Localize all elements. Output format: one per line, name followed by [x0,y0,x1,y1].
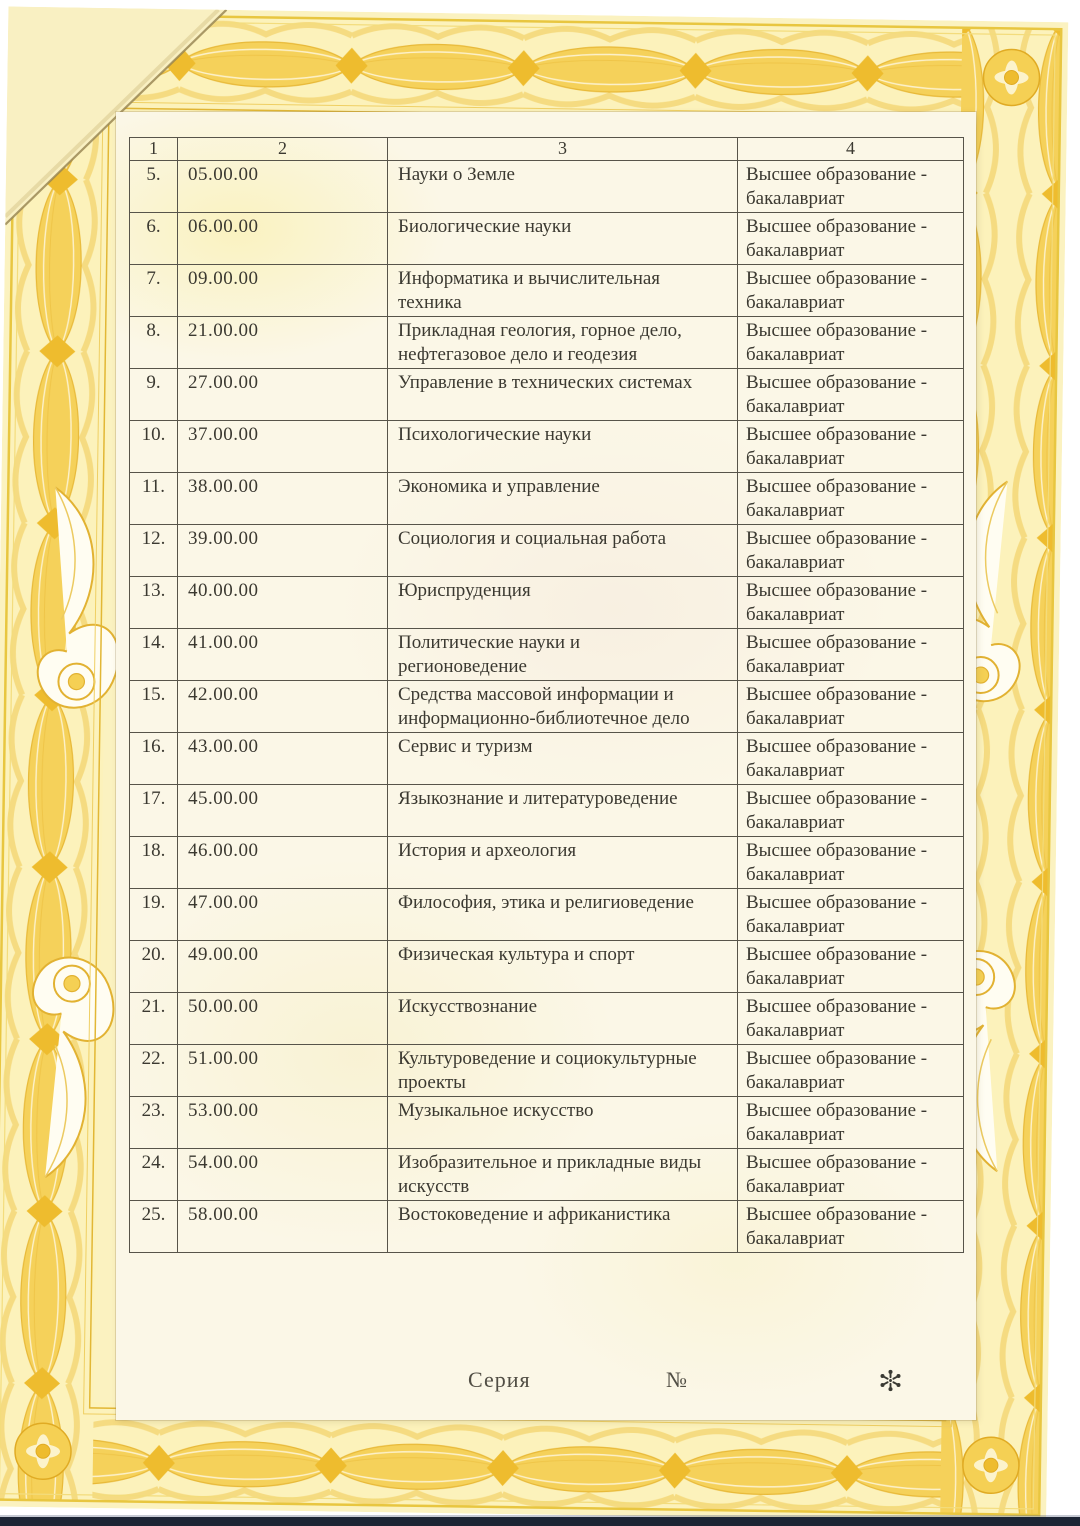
program-level-cell: Высшее образование - бакалавриат [738,837,964,889]
table-row [130,369,964,421]
program-level-cell: Высшее образование - бакалавриат [738,1045,964,1097]
table-body [130,161,964,1253]
program-code-cell: 50.00.00 [178,993,388,1045]
row-number-cell: 25. [130,1201,178,1253]
table-row [130,265,964,317]
program-code-cell: 45.00.00 [178,785,388,837]
program-code-cell: 49.00.00 [178,941,388,993]
program-level-cell: Высшее образование - бакалавриат [738,421,964,473]
program-level-cell: Высшее образование - бакалавриат [738,629,964,681]
program-code-cell: 06.00.00 [178,213,388,265]
program-name-cell: Искусствознание [388,993,738,1045]
program-name-cell: История и археология [388,837,738,889]
program-level-cell: Высшее образование - бакалавриат [738,889,964,941]
program-name-cell: Биологические науки [388,213,738,265]
program-code-cell: 43.00.00 [178,733,388,785]
row-number-cell: 24. [130,1149,178,1201]
row-number-cell: 19. [130,889,178,941]
program-level-cell: Высшее образование - бакалавриат [738,213,964,265]
program-code-cell: 05.00.00 [178,161,388,213]
table-row [130,1201,964,1253]
program-code-cell: 27.00.00 [178,369,388,421]
table-row [130,941,964,993]
table-row [130,1097,964,1149]
program-code-cell: 46.00.00 [178,837,388,889]
program-name-cell: Политические науки и регионоведение [388,629,738,681]
program-code-cell: 47.00.00 [178,889,388,941]
program-code-cell: 51.00.00 [178,1045,388,1097]
table-header-row [130,138,964,161]
col-header-4: 4 [738,138,964,161]
program-level-cell: Высшее образование - бакалавриат [738,473,964,525]
table-row [130,317,964,369]
program-level-cell: Высшее образование - бакалавриат [738,161,964,213]
certificate-content-sheet [116,112,976,1420]
program-name-cell: Науки о Земле [388,161,738,213]
program-level-cell: Высшее образование - бакалавриат [738,369,964,421]
row-number-cell: 17. [130,785,178,837]
program-name-cell: Языкознание и литературоведение [388,785,738,837]
col-header-3: 3 [388,138,738,161]
program-name-cell: Прикладная геология, горное дело, нефтегазовое дело и геодезия [388,317,738,369]
series-label: Серия [468,1367,531,1392]
table-row [130,473,964,525]
program-level-cell: Высшее образование - бакалавриат [738,525,964,577]
program-name-cell: Психологические науки [388,421,738,473]
program-name-cell: Востоковедение и африканистика [388,1201,738,1253]
table-row [130,161,964,213]
row-number-cell: 22. [130,1045,178,1097]
row-number-cell: 21. [130,993,178,1045]
program-level-cell: Высшее образование - бакалавриат [738,1201,964,1253]
table-row [130,629,964,681]
row-number-cell: 18. [130,837,178,889]
program-code-cell: 54.00.00 [178,1149,388,1201]
row-number-cell: 13. [130,577,178,629]
program-name-cell: Изобразительное и прикладные виды искусств [388,1149,738,1201]
col-header-2: 2 [178,138,388,161]
row-number-cell: 23. [130,1097,178,1149]
table-row [130,837,964,889]
row-number-cell: 7. [130,265,178,317]
table-row [130,213,964,265]
program-name-cell: Средства массовой информации и информационно-библиотечное дело [388,681,738,733]
program-level-cell: Высшее образование - бакалавриат [738,1097,964,1149]
row-number-cell: 11. [130,473,178,525]
program-level-cell: Высшее образование - бакалавриат [738,785,964,837]
program-name-cell: Физическая культура и спорт [388,941,738,993]
program-code-cell: 40.00.00 [178,577,388,629]
program-code-cell: 53.00.00 [178,1097,388,1149]
table-row [130,1045,964,1097]
program-level-cell: Высшее образование - бакалавриат [738,941,964,993]
program-level-cell: Высшее образование - бакалавриат [738,577,964,629]
program-code-cell: 58.00.00 [178,1201,388,1253]
program-code-cell: 42.00.00 [178,681,388,733]
row-number-cell: 20. [130,941,178,993]
asterisk-icon [878,1368,903,1393]
table-row [130,525,964,577]
scanner-edge-strip [0,1517,1080,1526]
program-code-cell: 21.00.00 [178,317,388,369]
program-code-cell: 39.00.00 [178,525,388,577]
row-number-cell: 5. [130,161,178,213]
program-level-cell: Высшее образование - бакалавриат [738,993,964,1045]
program-name-cell: Сервис и туризм [388,733,738,785]
table-row [130,577,964,629]
row-number-cell: 14. [130,629,178,681]
programs-table [129,137,964,1253]
program-name-cell: Социология и социальная работа [388,525,738,577]
table-row [130,993,964,1045]
table-row [130,889,964,941]
program-name-cell: Экономика и управление [388,473,738,525]
program-code-cell: 38.00.00 [178,473,388,525]
row-number-cell: 12. [130,525,178,577]
program-name-cell: Философия, этика и религиоведение [388,889,738,941]
row-number-cell: 6. [130,213,178,265]
number-label: № [666,1367,688,1392]
row-number-cell: 8. [130,317,178,369]
row-number-cell: 10. [130,421,178,473]
program-level-cell: Высшее образование - бакалавриат [738,681,964,733]
program-name-cell: Юриспруденция [388,577,738,629]
program-code-cell: 41.00.00 [178,629,388,681]
program-name-cell: Информатика и вычислительная техника [388,265,738,317]
table-row [130,785,964,837]
program-name-cell: Музыкальное искусство [388,1097,738,1149]
table-row [130,733,964,785]
program-level-cell: Высшее образование - бакалавриат [738,1149,964,1201]
program-name-cell: Культуроведение и социокультурные проекты [388,1045,738,1097]
col-header-1: 1 [130,138,178,161]
row-number-cell: 15. [130,681,178,733]
row-number-cell: 9. [130,369,178,421]
table-row [130,1149,964,1201]
program-name-cell: Управление в технических системах [388,369,738,421]
program-level-cell: Высшее образование - бакалавриат [738,317,964,369]
table-row [130,421,964,473]
program-level-cell: Высшее образование - бакалавриат [738,265,964,317]
program-code-cell: 09.00.00 [178,265,388,317]
program-level-cell: Высшее образование - бакалавриат [738,733,964,785]
table-row [130,681,964,733]
program-code-cell: 37.00.00 [178,421,388,473]
row-number-cell: 16. [130,733,178,785]
